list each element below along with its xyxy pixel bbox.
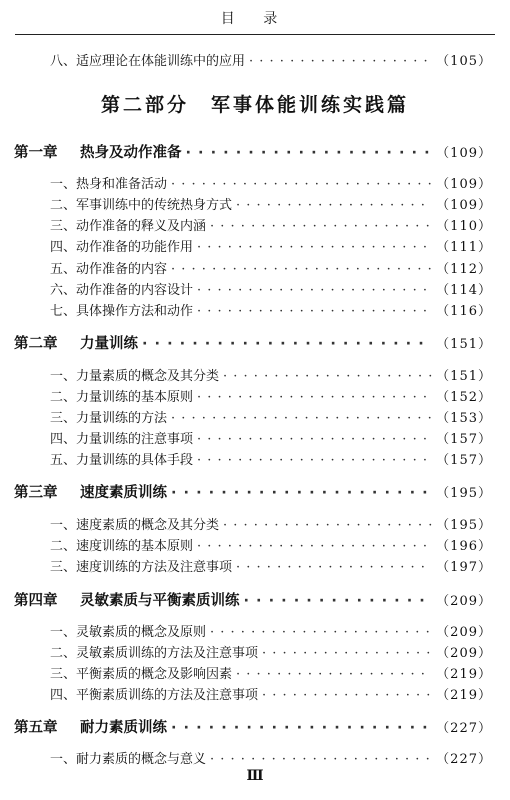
dot-leader: [236, 198, 432, 213]
toc-entry-page: （110）: [436, 219, 492, 234]
dot-leader: [171, 177, 432, 192]
chapter-title: 速度素质训练: [80, 485, 167, 501]
toc-entry-page: （109）: [436, 177, 492, 192]
toc-entry: [50, 748, 492, 767]
toc-entry: [50, 556, 492, 575]
toc-entry-page: （116）: [436, 304, 492, 319]
toc-entry: [50, 642, 492, 661]
toc-entry-page: （157）: [436, 453, 492, 468]
toc-entry-page: （151）: [436, 369, 492, 384]
dot-leader: [210, 219, 432, 234]
dot-leader: [210, 625, 432, 640]
dot-leader: [236, 667, 432, 682]
toc-entry-label: 七、具体操作方法和动作: [50, 304, 194, 319]
dot-leader: [171, 485, 432, 501]
toc-entry-page: （219）: [436, 667, 492, 682]
toc-entry: [50, 514, 492, 533]
chapter-number: 第三章: [14, 485, 58, 501]
chapter-page: （227）: [436, 721, 492, 736]
chapter-entry: [14, 332, 492, 353]
toc-entry: [50, 50, 492, 69]
dot-leader: [197, 283, 432, 298]
dot-leader: [197, 453, 432, 468]
toc-entry-label: 三、动作准备的释义及内涵: [50, 219, 207, 234]
chapter-label: [14, 716, 167, 737]
toc-entry: [50, 194, 492, 213]
toc-entry-label: 三、力量训练的方法: [50, 411, 168, 426]
chapter-title: 耐力素质训练: [80, 720, 167, 736]
toc-entry-label: 二、力量训练的基本原则: [50, 390, 194, 405]
dot-leader: [171, 720, 432, 736]
toc-entry: [50, 684, 492, 703]
toc-entry-label: 六、动作准备的内容设计: [50, 283, 194, 298]
toc-entry-page: （209）: [436, 646, 492, 661]
toc-entry: [50, 215, 492, 234]
dot-leader: [262, 646, 432, 661]
dot-leader: [142, 336, 432, 352]
toc-entry-page: （112）: [436, 262, 492, 277]
toc-entry-label: 一、力量素质的概念及其分类: [50, 369, 220, 384]
toc-entry-page: （157）: [436, 432, 492, 447]
toc-entry: [50, 449, 492, 468]
toc-entry: [50, 258, 492, 277]
toc-entry: [50, 236, 492, 255]
toc-entry: [50, 621, 492, 640]
toc-entry: [50, 386, 492, 405]
chapter-number: 第二章: [14, 336, 58, 352]
toc-entry: [50, 407, 492, 426]
chapter-label: [14, 332, 138, 353]
chapter-entry: [14, 481, 492, 502]
toc-entry: [50, 279, 492, 298]
chapter-page: （195）: [436, 486, 492, 501]
page-number: Ⅲ: [246, 768, 264, 784]
toc-entry: [50, 535, 492, 554]
chapter-label: [14, 481, 167, 502]
toc-entry-page: （219）: [436, 688, 492, 703]
chapter-page: （209）: [436, 594, 492, 609]
toc-entry-label: 二、军事训练中的传统热身方式: [50, 198, 233, 213]
toc-entry-page: （209）: [436, 625, 492, 640]
toc-entry-page: （227）: [436, 752, 492, 767]
toc-entry-label: 五、力量训练的具体手段: [50, 453, 194, 468]
toc-entry: [50, 365, 492, 384]
toc-entry-page: （105）: [436, 54, 492, 69]
toc-entry-label: 三、平衡素质的概念及影响因素: [50, 667, 233, 682]
toc-entry: [50, 428, 492, 447]
dot-leader: [197, 304, 432, 319]
dot-leader: [171, 411, 432, 426]
toc-entry-page: （153）: [436, 411, 492, 426]
toc-entry-page: （109）: [436, 198, 492, 213]
toc-entry-label: 四、动作准备的功能作用: [50, 240, 194, 255]
toc-entry-label: 四、力量训练的注意事项: [50, 432, 194, 447]
toc-entry-label: 一、速度素质的概念及其分类: [50, 518, 220, 533]
dot-leader: [171, 262, 432, 277]
toc-entry-page: （111）: [436, 240, 492, 255]
toc-entry-label: 三、速度训练的方法及注意事项: [50, 560, 233, 575]
dot-leader: [210, 752, 432, 767]
toc-entry-page: （195）: [436, 518, 492, 533]
toc-entry-label: 一、热身和准备活动: [50, 177, 168, 192]
toc-entry-label: 八、适应理论在体能训练中的应用: [50, 54, 246, 69]
chapter-title: 热身及动作准备: [80, 145, 182, 161]
toc-entry-label: 一、灵敏素质的概念及原则: [50, 625, 207, 640]
toc-entry: [50, 300, 492, 319]
page-header-title: 目 录: [220, 11, 290, 27]
chapter-title: 灵敏素质与平衡素质训练: [80, 593, 240, 609]
chapter-number: 第四章: [14, 593, 58, 609]
toc-entry: [50, 173, 492, 192]
toc-entry-label: 二、灵敏素质训练的方法及注意事项: [50, 646, 259, 661]
dot-leader: [262, 688, 432, 703]
chapter-number: 第一章: [14, 145, 58, 161]
chapter-label: [14, 141, 182, 162]
dot-leader: [197, 390, 432, 405]
dot-leader: [197, 432, 432, 447]
toc-entry-label: 五、动作准备的内容: [50, 262, 168, 277]
dot-leader: [186, 145, 433, 161]
part-title: 第二部分 军事体能训练实践篇: [100, 94, 409, 116]
chapter-number: 第五章: [14, 720, 58, 736]
dot-leader: [197, 539, 432, 554]
toc-entry-label: 四、平衡素质训练的方法及注意事项: [50, 688, 259, 703]
toc-entry-page: （114）: [436, 283, 492, 298]
chapter-page: （109）: [436, 146, 492, 161]
dot-leader: [223, 518, 432, 533]
toc-entry: [50, 663, 492, 682]
toc-entry-page: （152）: [436, 390, 492, 405]
toc-entry-page: （197）: [436, 560, 492, 575]
header-divider: [15, 34, 495, 35]
chapter-entry: [14, 589, 492, 610]
dot-leader: [223, 369, 432, 384]
chapter-entry: [14, 716, 492, 737]
chapter-label: [14, 589, 240, 610]
dot-leader: [249, 54, 432, 69]
chapter-entry: [14, 141, 492, 162]
toc-entry-page: （196）: [436, 539, 492, 554]
toc-entry-label: 一、耐力素质的概念与意义: [50, 752, 207, 767]
dot-leader: [244, 593, 433, 609]
toc-entry-label: 二、速度训练的基本原则: [50, 539, 194, 554]
dot-leader: [197, 240, 432, 255]
chapter-page: （151）: [436, 337, 492, 352]
chapter-title: 力量训练: [80, 336, 138, 352]
dot-leader: [236, 560, 432, 575]
